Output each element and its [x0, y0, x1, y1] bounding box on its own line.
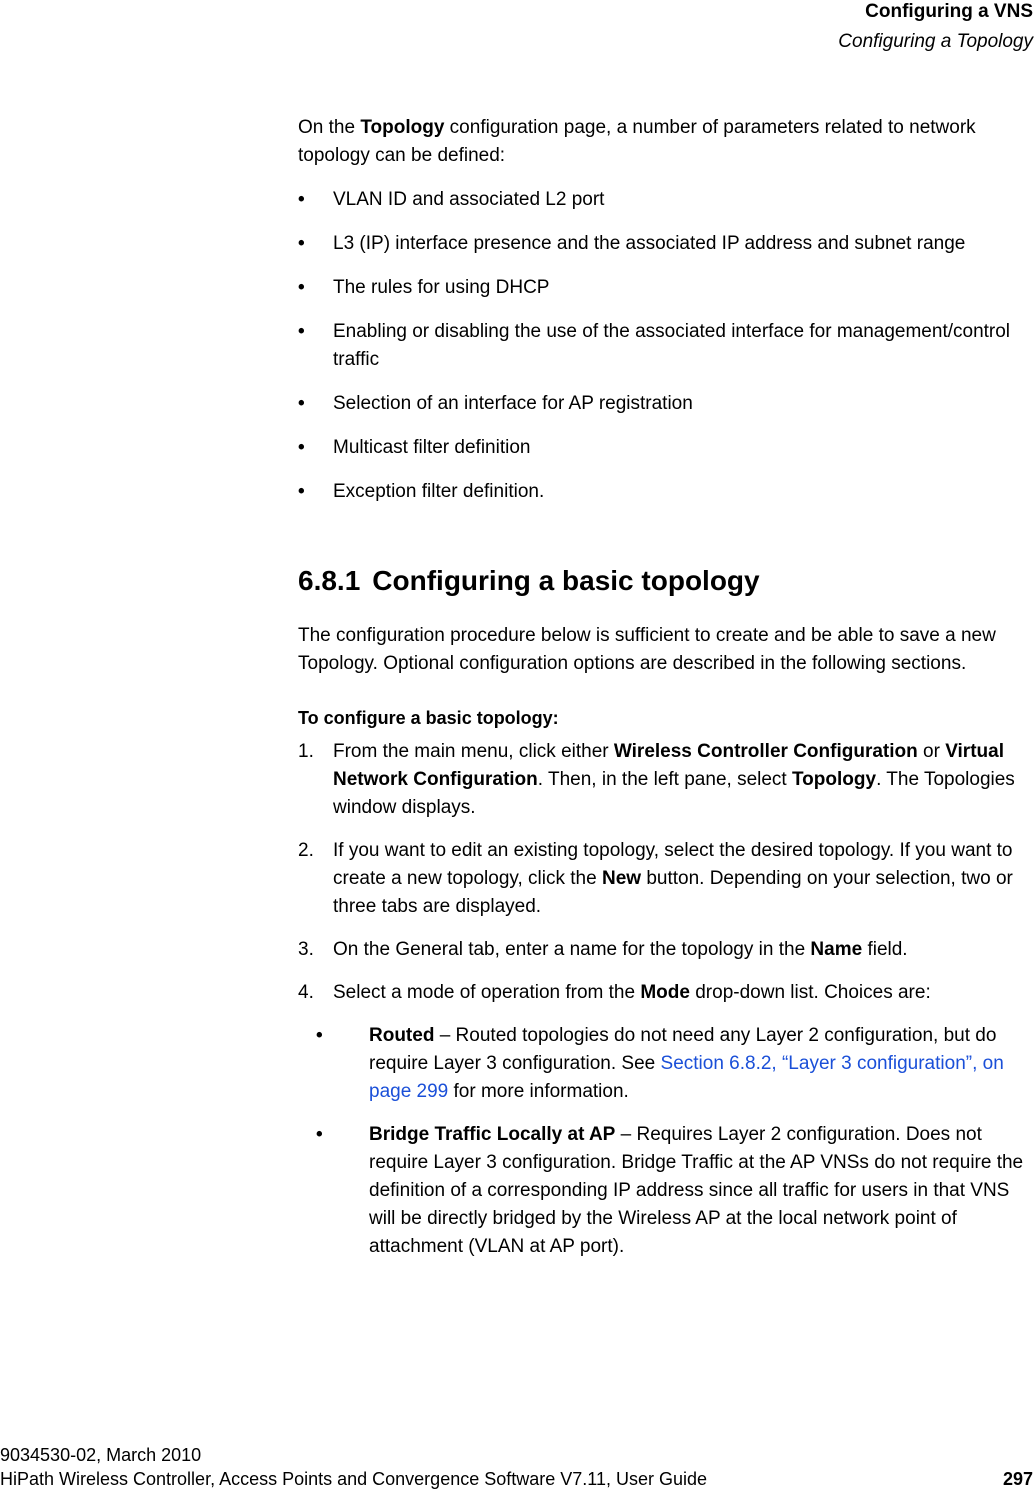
running-header-title: Configuring a VNS	[865, 1, 1033, 22]
running-header-subtitle: Configuring a Topology	[838, 31, 1033, 52]
step-1: 1. From the main menu, click either Wireless Controller Configuration or Virtual Network Configuration. Then, in the left pane, select Topology. The Topologies window displays.	[298, 738, 1033, 822]
bullet-icon: •	[298, 189, 305, 210]
list-item: • Enabling or disabling the use of the associated interface for management/control traffic	[298, 318, 1033, 374]
bullet-icon: •	[298, 481, 305, 502]
section-number: 6.8.1	[298, 565, 361, 596]
footer-doc-id: 9034530-02, March 2010	[0, 1445, 202, 1465]
bullet-icon: •	[298, 233, 305, 254]
bullet-icon: •	[316, 1124, 323, 1145]
step-number: 3.	[298, 939, 314, 960]
section-link-layer3[interactable]: Section 6.8.2, “Layer 3 configuration”, on page 299	[369, 1053, 1004, 1102]
intro-paragraph: On the Topology configuration page, a number of parameters related to network topology can be defined:	[298, 117, 976, 166]
bullet-icon: •	[316, 1025, 323, 1046]
parameter-list	[298, 186, 1033, 506]
page-number: 297	[1002, 1469, 1033, 1489]
mode-bridge: • Bridge Traffic Locally at AP – Requires Layer 2 configuration. Does not require Layer 3 configuration. Bridge Traffic at the AP VNSs do not require the definition of a corresponding IP address since all traffic for users in that VNS will be directly bridged by the Wireless AP at the local network point of attachment (VLAN at AP port).	[298, 1121, 1033, 1261]
list-item: • Exception filter definition.	[298, 478, 1033, 506]
list-item: • VLAN ID and associated L2 port	[298, 186, 1033, 214]
list-item: • L3 (IP) interface presence and the associated IP address and subnet range	[298, 230, 1033, 258]
list-item: • Selection of an interface for AP registration	[298, 390, 1033, 418]
page-content	[298, 114, 1033, 1261]
procedure-steps	[298, 738, 1033, 1007]
step-number: 1.	[298, 741, 314, 762]
step-4: 4. Select a mode of operation from the Mode drop-down list. Choices are:	[298, 979, 1033, 1007]
bullet-icon: •	[298, 437, 305, 458]
step-2: 2. If you want to edit an existing topology, select the desired topology. If you want to create a new topology, click the New button. Depending on your selection, two or three tabs are displayed.	[298, 837, 1033, 921]
mode-list	[298, 1022, 1033, 1261]
list-item: • The rules for using DHCP	[298, 274, 1033, 302]
section-title: Configuring a basic topology	[372, 565, 760, 596]
footer-guide-title: HiPath Wireless Controller, Access Points and Convergence Software V7.11, User Guide	[0, 1469, 708, 1489]
step-number: 2.	[298, 840, 314, 861]
section-heading	[298, 564, 1033, 598]
procedure-title: To configure a basic topology:	[298, 708, 559, 728]
section-description: The configuration procedure below is sufficient to create and be able to save a new Topology. Optional configuration options are described in the following sections.	[298, 625, 996, 674]
bullet-icon: •	[298, 321, 305, 342]
step-3: 3. On the General tab, enter a name for the topology in the Name field.	[298, 936, 1033, 964]
step-number: 4.	[298, 982, 314, 1003]
list-item: • Multicast filter definition	[298, 434, 1033, 462]
topology-term: Topology	[360, 117, 445, 138]
bullet-icon: •	[298, 393, 305, 414]
mode-routed: • Routed – Routed topologies do not need any Layer 2 configuration, but do require Layer 3 configuration. See Section 6.8.2, “Layer 3 configuration”, on page 299 for more information.	[298, 1022, 1033, 1106]
bullet-icon: •	[298, 277, 305, 298]
